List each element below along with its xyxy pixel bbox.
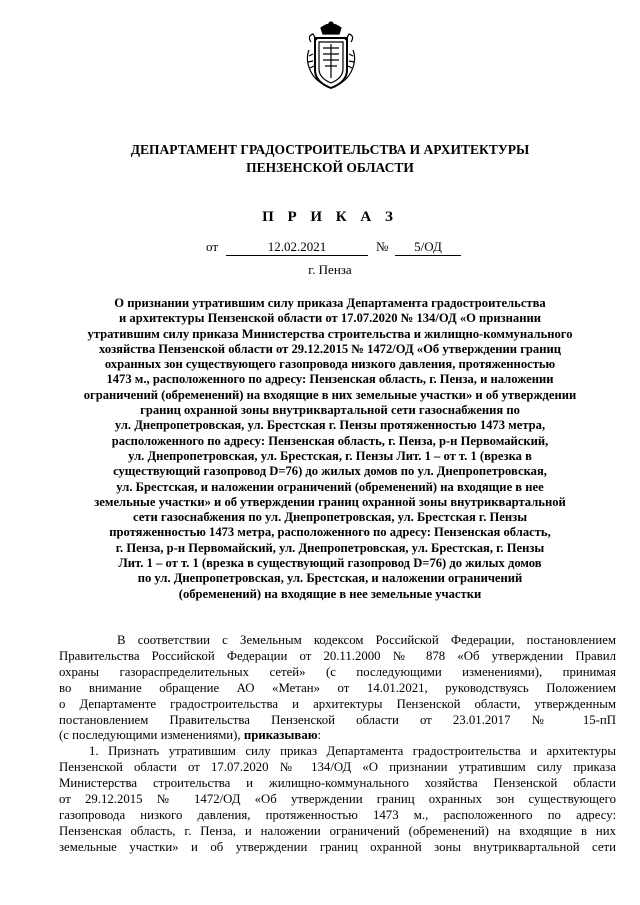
document-body — [59, 633, 616, 856]
subject-line: расположенного по адресу: Пензенская область, г. Пенза, р-н Первомайский, — [111, 433, 549, 448]
subject-line: существующий газопровод D=76) до жилых домов по ул. Днепропетровская, — [113, 464, 547, 479]
body-line: (с последующими изменениями), — [59, 728, 244, 743]
date-number-line — [206, 237, 486, 257]
subject-line: 1473 м., расположенного по адресу: Пензенская область, г. Пенза, и наложении — [106, 372, 554, 387]
body-line: Пензенской области от 17.07.2020 № 134/ОД «О признании утратившим силу приказа — [59, 760, 616, 775]
subject-line: ул. Брестская, и наложении ограничений (обременений) на входящие в нее — [116, 479, 544, 494]
subject-line: ограничений (обременений) на входящие в них земельные участки» и об утверждении — [83, 387, 577, 402]
body-line: Министерства строительства и жилищно-коммунального хозяйства Пензенской области — [59, 776, 616, 791]
body-line: Пензенская область, г. Пенза, и наложении ограничений (обременений) на входящие в них — [59, 823, 616, 838]
document-type-title: П Р И К А З — [262, 209, 398, 225]
department-name-line2: ПЕНЗЕНСКОЙ ОБЛАСТИ — [246, 160, 414, 175]
body-line: во внимание обращение АО «Метан» от 14.01.2021, руководствуясь Положением — [59, 680, 616, 695]
document-subject — [50, 296, 610, 602]
date-prefix: от — [206, 239, 219, 254]
body-line: охраны газораспределительных сетей» (с последующими изменениями), принимая — [59, 664, 616, 679]
number-prefix: № — [376, 239, 389, 254]
body-line: от 29.12.2015 № 1472/ОД «Об утверждении границ охранных зон существующего — [59, 792, 616, 807]
subject-line: земельные участки» и об утверждении границ охранной зоны внутриквартальной — [94, 494, 566, 509]
subject-line: ул. Днепропетровская, ул. Брестская г. Пензы протяженностью 1473 метра, — [114, 418, 546, 433]
body-line: постановлением Правительства Пензенской области от 23.01.2017 № 15-пП — [59, 712, 616, 727]
subject-line: и архитектуры Пензенской области от 17.07.2020 № 134/ОД «О признании — [119, 311, 541, 326]
body-line-with-order-verb — [59, 728, 616, 744]
subject-line: протяженностью 1473 метра, расположенного по адресу: Пензенская область, — [109, 525, 551, 540]
body-line: В соответствии с Земельным кодексом Российской Федерации, постановлением — [117, 633, 616, 647]
city-name: г. Пенза — [308, 262, 352, 277]
body-line: земельные участки» и об утверждении границ охранной зоны внутриквартальной сети — [59, 839, 616, 854]
subject-line: г. Пенза, р-н Первомайский, ул. Днепропетровская, ул. Брестская, г. Пензы — [115, 540, 545, 555]
body-line: 1. Признать утратившим силу приказ Департамента градостроительства и архитектуры — [89, 744, 616, 759]
department-heading — [40, 141, 620, 177]
subject-line: Лит. 1 – от т. 1 (врезка в существующий газопровод D=76) до жилых домов — [118, 556, 542, 571]
subject-line: хозяйства Пензенской области от 29.12.2015 № 1472/ОД «Об утверждении границ — [99, 341, 561, 356]
subject-line: по ул. Днепропетровская, ул. Брестская, и наложении ограничений — [137, 571, 523, 586]
subject-line: сети газоснабжения по ул. Днепропетровская, ул. Брестская г. Пензы — [132, 510, 528, 525]
subject-line: (обременений) на входящие в нее земельные участки — [178, 586, 482, 601]
coat-of-arms-emblem — [303, 20, 359, 92]
subject-line: ул. Днепропетровская, ул. Брестская, г. Пензы Лит. 1 – от т. 1 (врезка в — [128, 448, 532, 463]
body-line: о Департаменте градостроительства и архитектуры Пензенской области, утвержденным — [59, 696, 616, 711]
body-line: газопровода низкого давления, протяженностью 1473 м., расположенного по адресу: — [59, 807, 616, 822]
subject-line: О признании утратившим силу приказа Департамента градостроительства — [114, 296, 546, 310]
department-name-line1: ДЕПАРТАМЕНТ ГРАДОСТРОИТЕЛЬСТВА И АРХИТЕКТУРЫ — [130, 142, 530, 157]
document-date: 12.02.2021 — [226, 237, 368, 256]
order-verb-colon: : — [317, 728, 322, 743]
subject-line: утратившим силу приказа Министерства строительства и жилищно-коммунального — [87, 326, 573, 341]
order-verb: приказываю — [243, 728, 318, 743]
body-line: Правительства Российской Федерации от 20.11.2000 № 878 «Об утверждении Правил — [59, 648, 616, 663]
subject-line: границ охранной зоны внутриквартальной сети газоснабжения по — [140, 403, 520, 418]
document-number: 5/ОД — [395, 237, 461, 256]
subject-line: охранных зон существующего газопровода низкого давления, протяженностью — [104, 357, 556, 372]
